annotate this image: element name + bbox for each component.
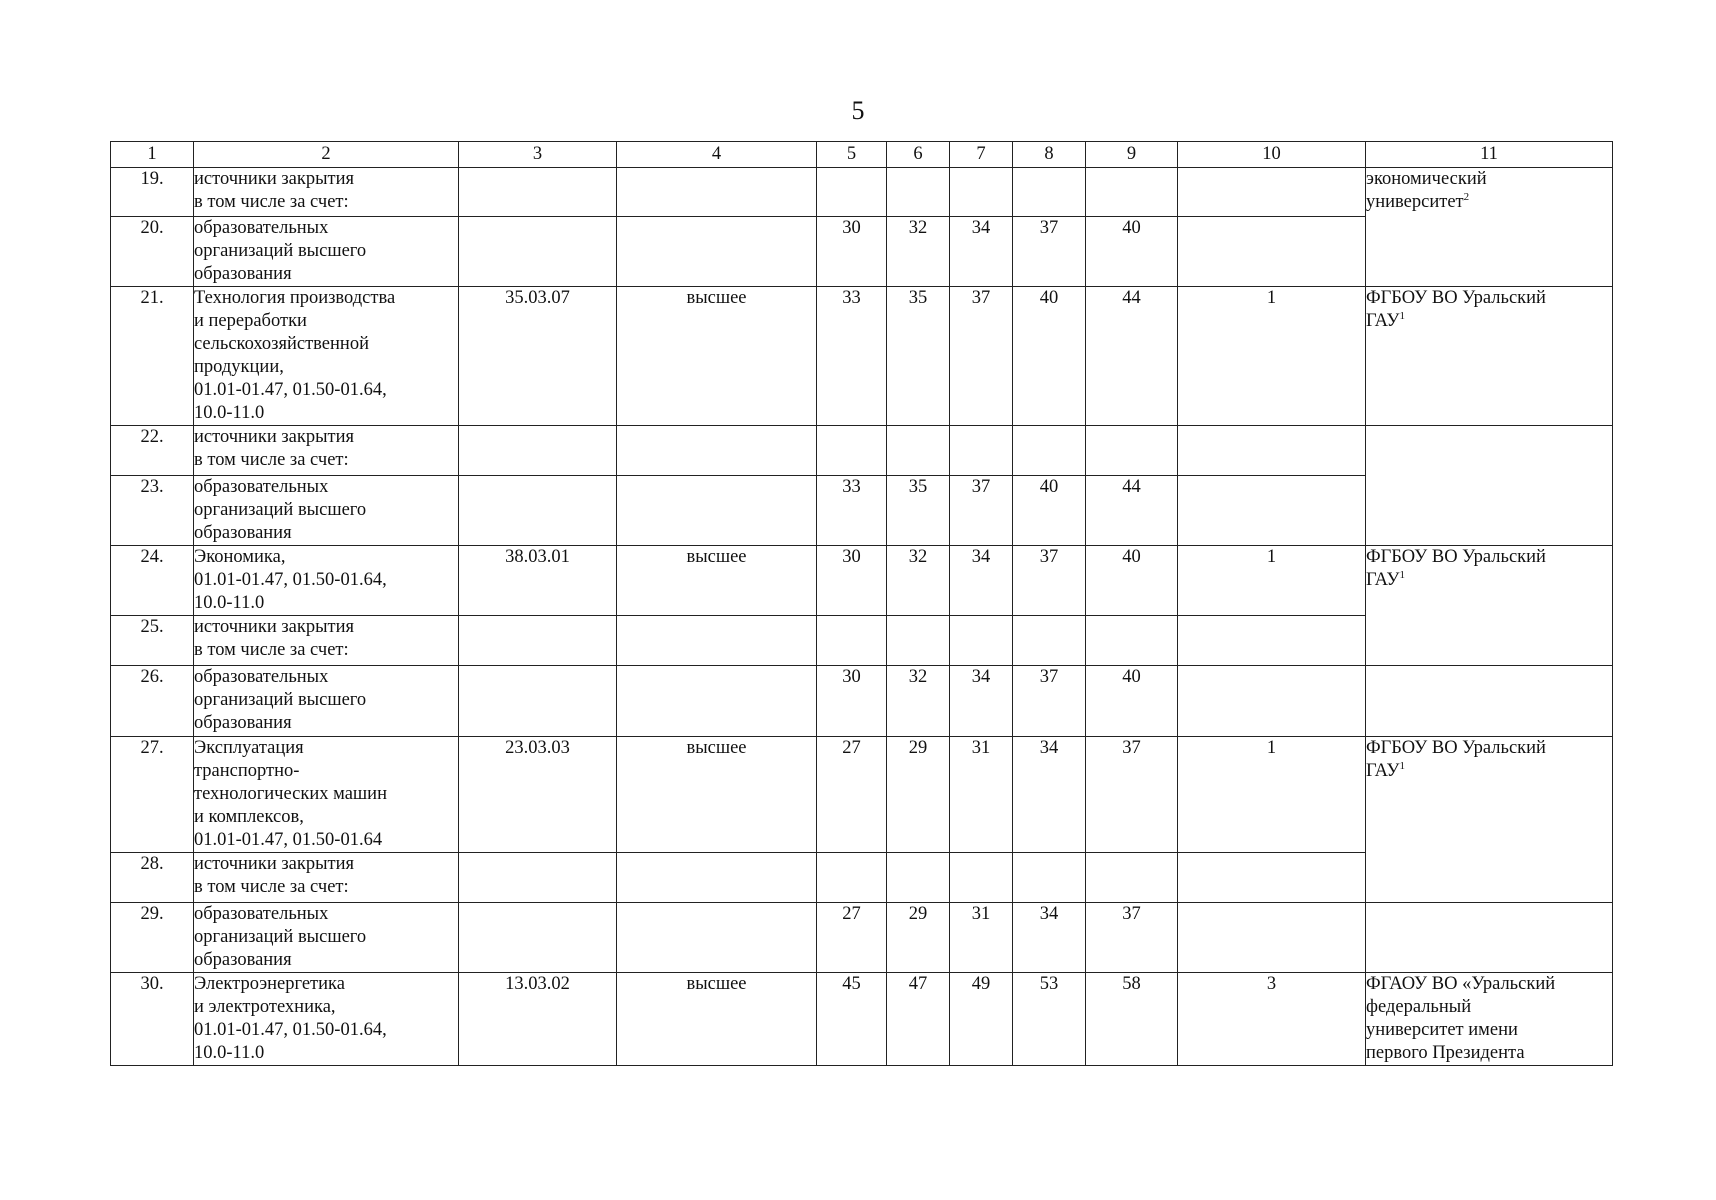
value-col-7: 34 [950, 217, 1013, 287]
indicator-name-line: образования [194, 950, 292, 970]
value-col-6 [887, 168, 950, 217]
indicator-name [194, 973, 459, 1066]
indicator-name [194, 616, 459, 666]
table-row [111, 973, 1613, 1066]
value-col-6 [887, 616, 950, 666]
column-header: 7 [950, 142, 1013, 168]
indicator-name-line: Эксплуатация [194, 738, 304, 758]
organization [1366, 973, 1613, 1066]
table-row [111, 666, 1613, 737]
value-col-9 [1086, 853, 1178, 903]
footnote-marker: 2 [1463, 190, 1470, 203]
value-col-8: 37 [1013, 666, 1086, 737]
value-col-9: 44 [1086, 476, 1178, 546]
indicator-name [194, 168, 459, 217]
organization-line: первого Президента [1366, 1043, 1525, 1063]
indicator-name-line: источники закрытия [194, 854, 355, 874]
data-table [110, 141, 1613, 1066]
value-col-6: 29 [887, 737, 950, 853]
organization [1366, 426, 1613, 546]
value-col-8: 37 [1013, 217, 1086, 287]
indicator-name [194, 287, 459, 426]
value-col-5: 30 [817, 666, 887, 737]
specialty-code [459, 168, 617, 217]
indicator-name-line: 01.01-01.47, 01.50-01.64, [194, 380, 387, 400]
indicator-name-line: 01.01-01.47, 01.50-01.64, [194, 1020, 387, 1040]
indicator-name-line: организаций высшего [194, 690, 367, 710]
indicator-name-line: 01.01-01.47, 01.50-01.64, [194, 570, 387, 590]
education-level [617, 217, 817, 287]
indicator-name [194, 426, 459, 476]
value-col-9: 40 [1086, 666, 1178, 737]
indicator-name-line: 10.0-11.0 [194, 1043, 265, 1063]
indicator-name [194, 853, 459, 903]
value-col-10 [1178, 616, 1366, 666]
value-col-5 [817, 853, 887, 903]
indicator-name [194, 737, 459, 853]
value-col-7: 31 [950, 737, 1013, 853]
indicator-name-line: образовательных [194, 667, 329, 687]
table-body [111, 142, 1613, 1066]
value-col-8: 34 [1013, 903, 1086, 973]
value-col-10 [1178, 168, 1366, 217]
value-col-5: 27 [817, 903, 887, 973]
specialty-code: 23.03.03 [459, 737, 617, 853]
value-col-7: 31 [950, 903, 1013, 973]
value-col-6: 32 [887, 546, 950, 616]
column-header: 1 [111, 142, 194, 168]
specialty-code [459, 666, 617, 737]
row-number: 25. [111, 616, 194, 666]
education-level: высшее [617, 546, 817, 616]
indicator-name-line: образования [194, 713, 292, 733]
value-col-6 [887, 853, 950, 903]
value-col-7: 34 [950, 666, 1013, 737]
row-number: 21. [111, 287, 194, 426]
education-level [617, 616, 817, 666]
specialty-code: 35.03.07 [459, 287, 617, 426]
indicator-name-line: источники закрытия [194, 169, 355, 189]
value-col-10 [1178, 476, 1366, 546]
value-col-7 [950, 426, 1013, 476]
row-number: 30. [111, 973, 194, 1066]
organization [1366, 546, 1613, 666]
table-row [111, 426, 1613, 476]
value-col-10: 3 [1178, 973, 1366, 1066]
indicator-name-line: источники закрытия [194, 427, 355, 447]
value-col-6: 47 [887, 973, 950, 1066]
organization-line: университет имени [1366, 1020, 1518, 1040]
specialty-code [459, 853, 617, 903]
column-header: 4 [617, 142, 817, 168]
value-col-9 [1086, 168, 1178, 217]
value-col-10 [1178, 666, 1366, 737]
organization-line: ФГБОУ ВО Уральский [1366, 288, 1546, 308]
education-level [617, 853, 817, 903]
value-col-7 [950, 168, 1013, 217]
indicator-name-line: технологических машин [194, 784, 387, 804]
value-col-8 [1013, 168, 1086, 217]
column-header: 6 [887, 142, 950, 168]
organization-line: ФГБОУ ВО Уральский [1366, 738, 1546, 758]
table-row [111, 287, 1613, 426]
column-header: 10 [1178, 142, 1366, 168]
value-col-10: 1 [1178, 546, 1366, 616]
education-level [617, 903, 817, 973]
row-number: 26. [111, 666, 194, 737]
indicator-name [194, 666, 459, 737]
indicator-name-line: 10.0-11.0 [194, 593, 265, 613]
value-col-7: 37 [950, 476, 1013, 546]
value-col-5: 30 [817, 546, 887, 616]
value-col-5: 33 [817, 287, 887, 426]
column-header: 9 [1086, 142, 1178, 168]
table-row [111, 737, 1613, 853]
value-col-10: 1 [1178, 287, 1366, 426]
organization [1366, 168, 1613, 287]
indicator-name-line: в том числе за счет: [194, 192, 349, 212]
value-col-8: 40 [1013, 287, 1086, 426]
indicator-name-line: и электротехника, [194, 997, 336, 1017]
specialty-code [459, 616, 617, 666]
organization-line: ГАУ$^1$ [1366, 759, 1406, 781]
organization [1366, 903, 1613, 973]
indicator-name-line: образовательных [194, 218, 329, 238]
indicator-name-line: в том числе за счет: [194, 877, 349, 897]
indicator-name-line: образовательных [194, 477, 329, 497]
value-col-6: 35 [887, 476, 950, 546]
value-col-7: 49 [950, 973, 1013, 1066]
value-col-5 [817, 426, 887, 476]
organization-line: экономический [1366, 169, 1487, 189]
education-level [617, 426, 817, 476]
value-col-5: 33 [817, 476, 887, 546]
indicator-name-line: организаций высшего [194, 927, 367, 947]
indicator-name [194, 903, 459, 973]
organization [1366, 737, 1613, 903]
table-row [111, 168, 1613, 217]
specialty-code: 13.03.02 [459, 973, 617, 1066]
indicator-name-line: и комплексов, [194, 807, 304, 827]
value-col-9: 44 [1086, 287, 1178, 426]
value-col-9 [1086, 616, 1178, 666]
value-col-9: 37 [1086, 903, 1178, 973]
row-number: 23. [111, 476, 194, 546]
value-col-8: 34 [1013, 737, 1086, 853]
value-col-10 [1178, 426, 1366, 476]
indicator-name-line: 01.01-01.47, 01.50-01.64 [194, 830, 383, 850]
column-header-row [111, 142, 1613, 168]
row-number: 24. [111, 546, 194, 616]
indicator-name-line: в том числе за счет: [194, 640, 349, 660]
education-level [617, 476, 817, 546]
indicator-name-line: продукции, [194, 357, 284, 377]
specialty-code [459, 903, 617, 973]
organization [1366, 666, 1613, 737]
value-col-6: 29 [887, 903, 950, 973]
row-number: 22. [111, 426, 194, 476]
indicator-name [194, 476, 459, 546]
indicator-name-line: организаций высшего [194, 500, 367, 520]
indicator-name-line: 10.0-11.0 [194, 403, 265, 423]
indicator-name-line: Технология производства [194, 288, 396, 308]
row-number: 20. [111, 217, 194, 287]
indicator-name-line: и переработки [194, 311, 307, 331]
footnote-marker: 1 [1399, 568, 1406, 581]
education-level: высшее [617, 973, 817, 1066]
indicator-name-line: Экономика, [194, 547, 286, 567]
organization-line: ФГАОУ ВО «Уральский [1366, 974, 1556, 994]
education-level [617, 168, 817, 217]
value-col-9: 58 [1086, 973, 1178, 1066]
indicator-name-line: сельскохозяйственной [194, 334, 369, 354]
row-number: 19. [111, 168, 194, 217]
education-level [617, 666, 817, 737]
value-col-6: 32 [887, 666, 950, 737]
row-number: 27. [111, 737, 194, 853]
value-col-7: 37 [950, 287, 1013, 426]
row-number: 29. [111, 903, 194, 973]
value-col-5: 30 [817, 217, 887, 287]
education-level: высшее [617, 287, 817, 426]
column-header: 8 [1013, 142, 1086, 168]
value-col-8 [1013, 853, 1086, 903]
footnote-marker: 1 [1399, 309, 1406, 322]
column-header: 5 [817, 142, 887, 168]
value-col-8: 40 [1013, 476, 1086, 546]
row-number: 28. [111, 853, 194, 903]
indicator-name [194, 546, 459, 616]
value-col-5: 45 [817, 973, 887, 1066]
value-col-7 [950, 616, 1013, 666]
value-col-10 [1178, 903, 1366, 973]
specialty-code: 38.03.01 [459, 546, 617, 616]
indicator-name-line: источники закрытия [194, 617, 355, 637]
value-col-8 [1013, 426, 1086, 476]
value-col-8 [1013, 616, 1086, 666]
value-col-9: 40 [1086, 546, 1178, 616]
organization-line: ГАУ$^1$ [1366, 568, 1406, 590]
specialty-code [459, 426, 617, 476]
value-col-7 [950, 853, 1013, 903]
footnote-marker: 1 [1399, 759, 1406, 772]
organization-line: федеральный [1366, 997, 1472, 1017]
value-col-9: 40 [1086, 217, 1178, 287]
value-col-7: 34 [950, 546, 1013, 616]
indicator-name [194, 217, 459, 287]
value-col-5: 27 [817, 737, 887, 853]
organization-line: ФГБОУ ВО Уральский [1366, 547, 1546, 567]
indicator-name-line: Электроэнергетика [194, 974, 345, 994]
value-col-8: 53 [1013, 973, 1086, 1066]
value-col-5 [817, 168, 887, 217]
indicator-name-line: в том числе за счет: [194, 450, 349, 470]
value-col-10 [1178, 217, 1366, 287]
indicator-name-line: образования [194, 264, 292, 284]
value-col-8: 37 [1013, 546, 1086, 616]
table-row [111, 546, 1613, 616]
specialty-code [459, 476, 617, 546]
value-col-10 [1178, 853, 1366, 903]
value-col-9: 37 [1086, 737, 1178, 853]
organization-line: ГАУ$^1$ [1366, 309, 1406, 331]
value-col-6: 35 [887, 287, 950, 426]
column-header: 11 [1366, 142, 1613, 168]
indicator-name-line: организаций высшего [194, 241, 367, 261]
specialty-code [459, 217, 617, 287]
organization [1366, 287, 1613, 426]
indicator-name-line: транспортно- [194, 761, 300, 781]
value-col-5 [817, 616, 887, 666]
page-number: 5 [851, 96, 865, 125]
table-row [111, 903, 1613, 973]
organization-line: университет$^2$ [1366, 190, 1470, 212]
education-level: высшее [617, 737, 817, 853]
value-col-6: 32 [887, 217, 950, 287]
value-col-6 [887, 426, 950, 476]
value-col-9 [1086, 426, 1178, 476]
indicator-name-line: образования [194, 523, 292, 543]
value-col-10: 1 [1178, 737, 1366, 853]
column-header: 3 [459, 142, 617, 168]
column-header: 2 [194, 142, 459, 168]
indicator-name-line: образовательных [194, 904, 329, 924]
